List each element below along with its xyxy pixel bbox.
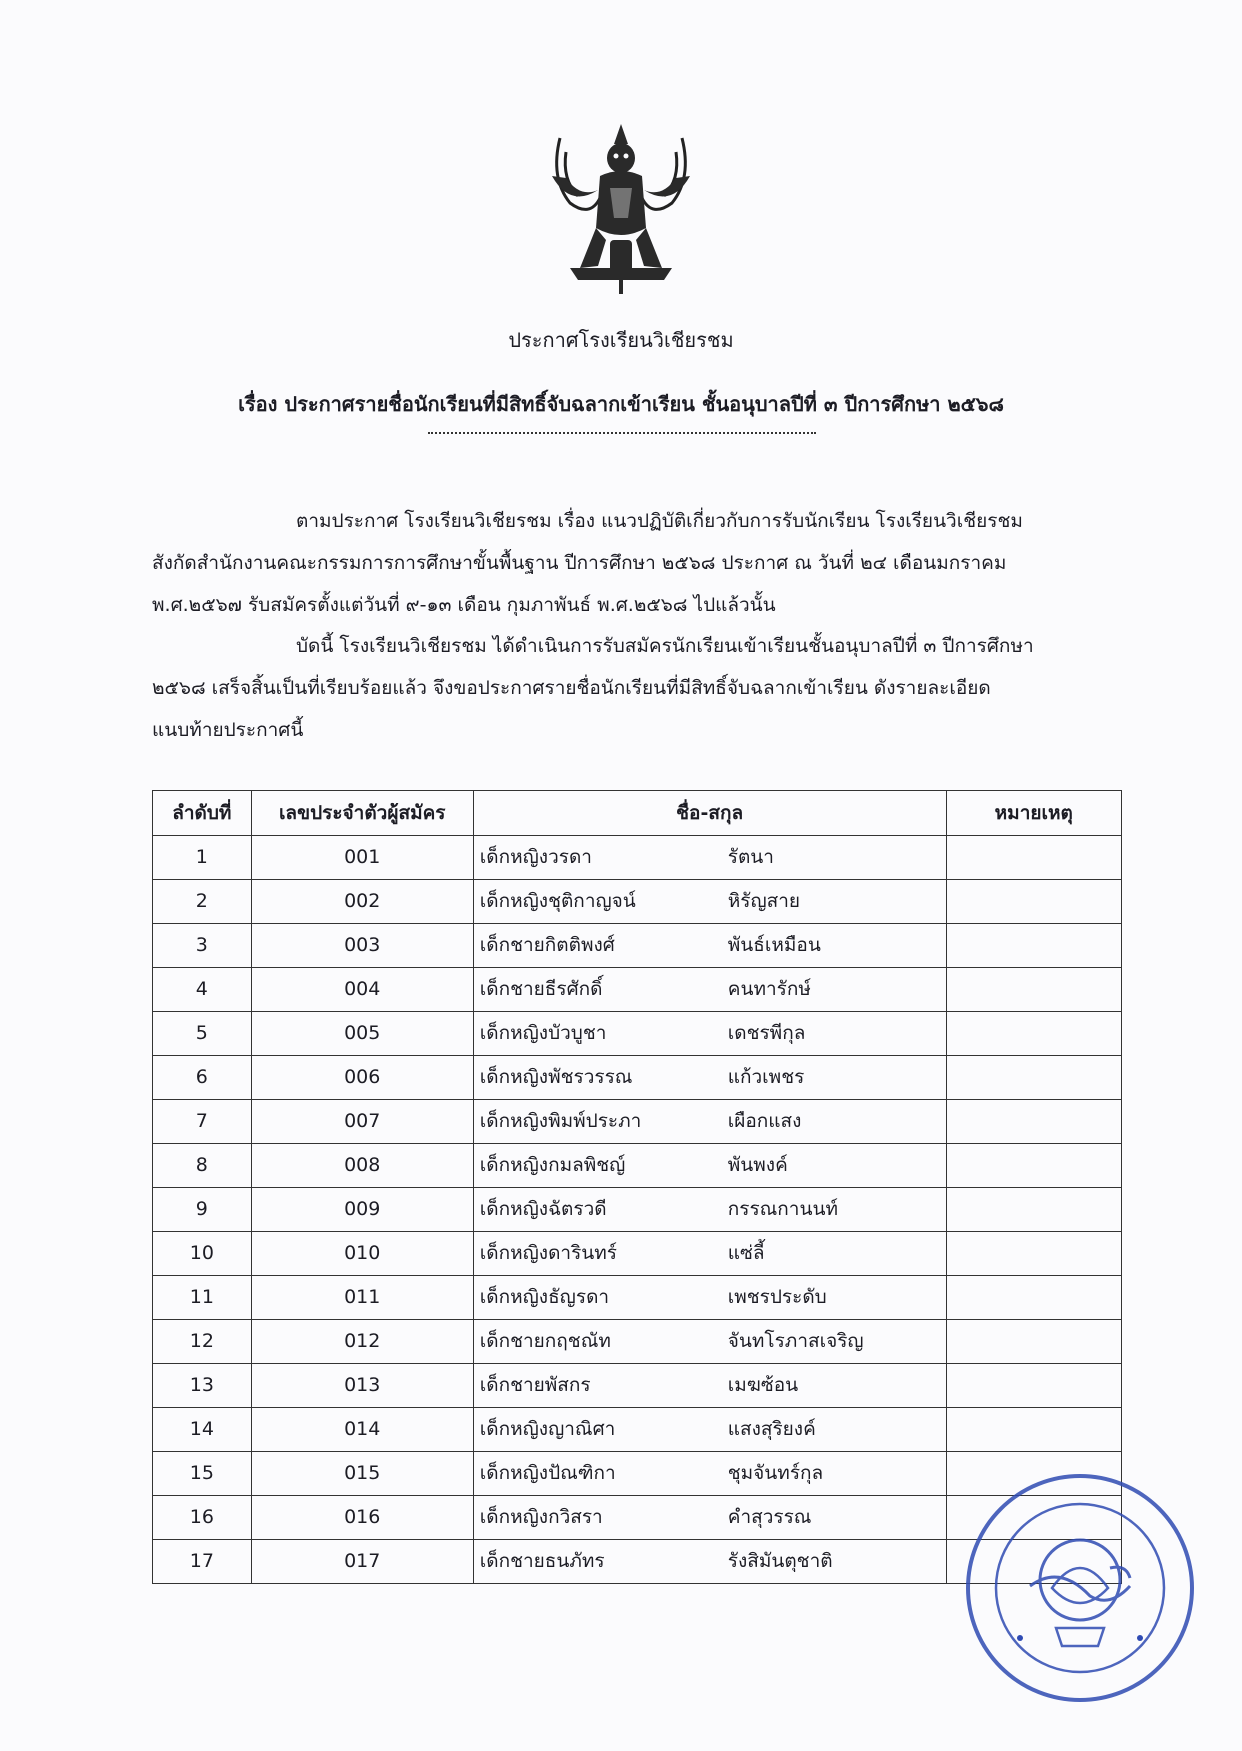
document-subject: เรื่อง ประกาศรายชื่อนักเรียนที่มีสิทธิ์จับฉลากเข้าเรียน ชั้นอนุบาลปีที่ ๓ ปีการศึกษา ๒๕๖๘ (238, 392, 1004, 416)
cell-remarks (946, 836, 1121, 880)
last-name: แสงสุริยงค์ (727, 1418, 816, 1440)
paragraph-line: แนบท้ายประกาศนี้ (152, 719, 304, 741)
announcement-paragraph (152, 625, 1096, 751)
cell-order: 11 (153, 1276, 252, 1320)
paragraph-line: ตามประกาศ โรงเรียนวิเชียรชม เรื่อง แนวปฏิบัติเกี่ยวกับการรับนักเรียน โรงเรียนวิเชียรชม (296, 510, 1023, 532)
table-header-row (153, 791, 1122, 836)
cell-order: 10 (153, 1232, 252, 1276)
cell-order: 15 (153, 1452, 252, 1496)
last-name: เดชรพีกุล (727, 1022, 806, 1044)
cell-order: 4 (153, 968, 252, 1012)
cell-remarks (946, 880, 1121, 924)
cell-order: 2 (153, 880, 252, 924)
cell-applicant-id: 015 (251, 1452, 473, 1496)
table-row (153, 924, 1122, 968)
header-full-name: ชื่อ-สกุล (473, 791, 946, 836)
cell-applicant-id: 005 (251, 1012, 473, 1056)
cell-applicant-id: 012 (251, 1320, 473, 1364)
cell-remarks (946, 1364, 1121, 1408)
paragraph-line: บัดนี้ โรงเรียนวิเชียรชม ได้ดำเนินการรับสมัครนักเรียนเข้าเรียนชั้นอนุบาลปีที่ ๓ ปีการศึกษา (296, 635, 1034, 657)
cell-order: 14 (153, 1408, 252, 1452)
table-row (153, 1056, 1122, 1100)
last-name: เผือกแสง (727, 1110, 802, 1132)
first-name: เด็กหญิงบัวบูชา (479, 1022, 607, 1044)
last-name: จันทโรภาสเจริญ (727, 1330, 864, 1352)
table-row (153, 1012, 1122, 1056)
cell-applicant-id: 011 (251, 1276, 473, 1320)
cell-remarks (946, 1408, 1121, 1452)
cell-order: 6 (153, 1056, 252, 1100)
cell-order: 9 (153, 1188, 252, 1232)
header-applicant-id: เลขประจำตัวผู้สมัคร (251, 791, 473, 836)
last-name: กรรณกานนท์ (727, 1198, 838, 1220)
cell-applicant-id: 013 (251, 1364, 473, 1408)
cell-remarks (946, 1056, 1121, 1100)
student-roster-table (152, 790, 1122, 1584)
first-name: เด็กหญิงธัญรดา (479, 1286, 610, 1308)
cell-applicant-id: 003 (251, 924, 473, 968)
cell-order: 1 (153, 836, 252, 880)
cell-applicant-id: 002 (251, 880, 473, 924)
garuda-emblem-icon (540, 118, 702, 296)
last-name: คนทารักษ์ (727, 978, 811, 1000)
cell-remarks (946, 924, 1121, 968)
table-row (153, 1232, 1122, 1276)
cell-full-name (473, 1012, 946, 1056)
first-name: เด็กหญิงพิมพ์ประภา (479, 1110, 642, 1132)
first-name: เด็กชายธนภัทร (479, 1550, 605, 1572)
table-row (153, 1144, 1122, 1188)
cell-full-name (473, 1320, 946, 1364)
cell-remarks (946, 968, 1121, 1012)
last-name: รังสิมันตุชาติ (727, 1550, 833, 1572)
cell-full-name (473, 968, 946, 1012)
first-name: เด็กหญิงวรดา (479, 846, 592, 868)
table-row (153, 1408, 1122, 1452)
table-row (153, 880, 1122, 924)
last-name: พันธ์เหมือน (727, 934, 821, 956)
last-name: พันพงค์ (727, 1154, 788, 1176)
cell-order: 3 (153, 924, 252, 968)
cell-applicant-id: 017 (251, 1540, 473, 1584)
cell-full-name (473, 1496, 946, 1540)
cell-applicant-id: 006 (251, 1056, 473, 1100)
first-name: เด็กชายพัสกร (479, 1374, 591, 1396)
last-name: รัตนา (727, 846, 774, 868)
header-remarks: หมายเหตุ (946, 791, 1121, 836)
cell-order: 5 (153, 1012, 252, 1056)
last-name: แก้วเพชร (727, 1066, 805, 1088)
first-name: เด็กหญิงปัณฑิกา (479, 1462, 616, 1484)
table-row (153, 1100, 1122, 1144)
cell-applicant-id: 009 (251, 1188, 473, 1232)
first-name: เด็กหญิงดารินทร์ (479, 1242, 618, 1264)
last-name: หิรัญสาย (727, 890, 801, 912)
cell-applicant-id: 008 (251, 1144, 473, 1188)
cell-full-name (473, 1540, 946, 1584)
table-row (153, 1276, 1122, 1320)
cell-applicant-id: 007 (251, 1100, 473, 1144)
document-title: ประกาศโรงเรียนวิเชียรชม (508, 328, 734, 352)
cell-full-name (473, 1056, 946, 1100)
cell-order: 13 (153, 1364, 252, 1408)
table-row (153, 1188, 1122, 1232)
cell-remarks (946, 1188, 1121, 1232)
last-name: เพชรประดับ (727, 1286, 827, 1308)
cell-order: 7 (153, 1100, 252, 1144)
cell-remarks (946, 1144, 1121, 1188)
cell-applicant-id: 014 (251, 1408, 473, 1452)
cell-applicant-id: 004 (251, 968, 473, 1012)
cell-full-name (473, 1452, 946, 1496)
cell-order: 16 (153, 1496, 252, 1540)
last-name: ชุมจันทร์กุล (727, 1462, 824, 1484)
first-name: เด็กหญิงฉัตรวดี (479, 1198, 607, 1220)
cell-full-name (473, 1100, 946, 1144)
first-name: เด็กชายธีรศักดิ์ (479, 978, 603, 1000)
cell-remarks (946, 1012, 1121, 1056)
cell-remarks (946, 1232, 1121, 1276)
cell-order: 12 (153, 1320, 252, 1364)
intro-paragraph (152, 500, 1096, 626)
last-name: แซ่ลี้ (727, 1242, 765, 1264)
table-row (153, 836, 1122, 880)
table-row (153, 968, 1122, 1012)
first-name: เด็กชายกฤชณัท (479, 1330, 611, 1352)
first-name: เด็กหญิงกวิสรา (479, 1506, 603, 1528)
cell-remarks (946, 1276, 1121, 1320)
paragraph-line: สังกัดสำนักงานคณะกรรมการการศึกษาขั้นพื้นฐาน ปีการศึกษา ๒๕๖๘ ประกาศ ณ วันที่ ๒๔ เดือนมกราคม (152, 552, 1007, 574)
first-name: เด็กชายกิตติพงศ์ (479, 934, 615, 956)
school-seal-stamp-icon (960, 1468, 1200, 1708)
cell-full-name (473, 836, 946, 880)
first-name: เด็กหญิงกมลพิชญ์ (479, 1154, 626, 1176)
cell-applicant-id: 001 (251, 836, 473, 880)
cell-full-name (473, 924, 946, 968)
cell-full-name (473, 1408, 946, 1452)
cell-order: 8 (153, 1144, 252, 1188)
table-row (153, 1364, 1122, 1408)
cell-applicant-id: 010 (251, 1232, 473, 1276)
cell-remarks (946, 1320, 1121, 1364)
first-name: เด็กหญิงพัชรวรรณ (479, 1066, 633, 1088)
last-name: คำสุวรรณ (727, 1506, 812, 1528)
paragraph-line: ๒๕๖๘ เสร็จสิ้นเป็นที่เรียบร้อยแล้ว จึงขอประกาศรายชื่อนักเรียนที่มีสิทธิ์จับฉลากเข้าเรียน ดังรายละเอียด (152, 677, 991, 699)
header-order: ลำดับที่ (153, 791, 252, 836)
cell-full-name (473, 880, 946, 924)
cell-full-name (473, 1276, 946, 1320)
cell-full-name (473, 1232, 946, 1276)
paragraph-line: พ.ศ.๒๕๖๗ รับสมัครตั้งแต่วันที่ ๙-๑๓ เดือน กุมภาพันธ์ พ.ศ.๒๕๖๘ ไปแล้วนั้น (152, 594, 776, 616)
last-name: เมฆซ้อน (727, 1374, 799, 1396)
cell-applicant-id: 016 (251, 1496, 473, 1540)
cell-full-name (473, 1188, 946, 1232)
cell-order: 17 (153, 1540, 252, 1584)
first-name: เด็กหญิงญาณิศา (479, 1418, 616, 1440)
cell-full-name (473, 1144, 946, 1188)
dotted-divider (428, 432, 816, 434)
first-name: เด็กหญิงชุติกาญจน์ (479, 890, 636, 912)
cell-full-name (473, 1364, 946, 1408)
table-row (153, 1320, 1122, 1364)
cell-remarks (946, 1100, 1121, 1144)
